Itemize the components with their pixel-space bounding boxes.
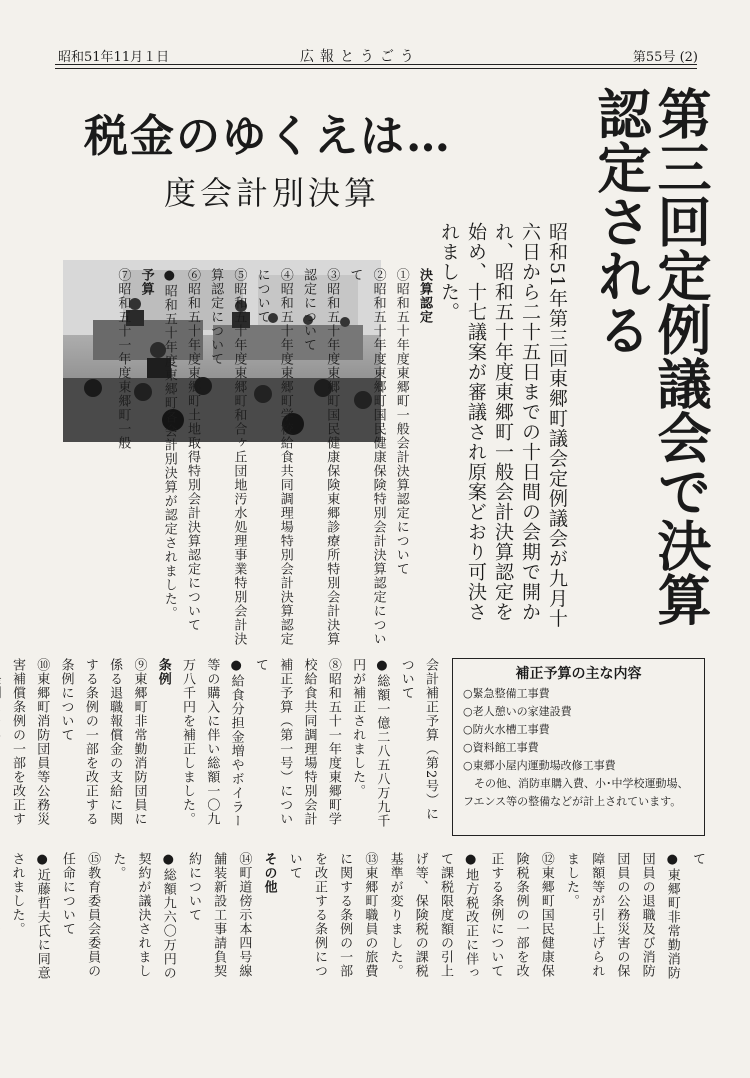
section-settlement (64, 268, 436, 646)
line: ⑫東郷町国民健康保険税条例の一部を改正する条例について (488, 852, 554, 978)
line: ●近藤哲夫氏に同意されました。 (9, 852, 50, 980)
page-title: 税金のゆくえは… (84, 111, 452, 162)
line: て (690, 852, 705, 866)
publication-name: 広報とうごう (300, 49, 420, 65)
headline: 第三回定例議会で決算認定される (589, 86, 712, 626)
line: ②昭和五十年度東郷町国民健康保険特別会計決算認定について (347, 268, 386, 646)
line: 決算認定 (417, 268, 432, 324)
supplementary-budget-box (452, 658, 705, 836)
line: 会計補正予算（第2号）について (398, 658, 438, 822)
line: ⑥昭和五十年度東郷町土地取得特別会計決算認定について (184, 268, 200, 632)
box-item: ○緊急整備工事費 (463, 687, 550, 700)
line: ⑩東郷町消防団員等公務災害補償条例の一部を改正す (9, 658, 50, 826)
box-title: 補正予算の主な内容 (515, 666, 642, 682)
line (0, 852, 4, 982)
line: 予算 (138, 268, 154, 296)
page-header (58, 40, 698, 65)
issue-date: 昭和51年11月１日 (58, 50, 170, 65)
line: 条例 (155, 658, 171, 686)
line: ⑨東郷町非常勤消防団員に係る退職報償金の支給に関する条例の一部を改正する条例について (58, 658, 147, 826)
line: ④昭和五十年度東郷町学校給食共同調理場特別会計決算認定について (254, 268, 293, 646)
issue-number: 第55号 (2) (632, 50, 698, 65)
line: ●総額一億二八五八万九千円が補正されました。 (350, 658, 390, 828)
line: ⑤昭和五十年度東郷町和合ヶ丘団地汚水処理事業特別会計決算認定について (208, 268, 247, 646)
line: その他 (261, 852, 277, 894)
line: ⑮教育委員会委員の任命について (59, 852, 101, 978)
line: ●東郷町非常勤消防団員の退職及び消防団員の公務災害の保障額等が引上げられました。 (563, 852, 680, 980)
box-item: ○防火水槽工事費 (463, 723, 550, 736)
line: ⑬東郷町職員の旅費に関する条例の一部を改正する条例について (286, 852, 378, 978)
line: ●給食分担金増やボイラー等の購入に伴い総額一〇九万八千円を補正しました。 (180, 658, 244, 828)
line: ●地方税改正に伴って課税限度額の引上げ等、保険税の課税基準が変りました。 (387, 852, 479, 980)
line: ③昭和五十年度東郷町国民健康保険東郷診療所特別会計決算認定について (300, 268, 340, 646)
line: ⑭町道傍示本四号線舗装新設工事請負契約について (185, 852, 252, 978)
section-budget-ordinance (9, 658, 442, 834)
box-items (463, 685, 699, 811)
box-item: ○東郷小屋内運動場改修工事費 (463, 759, 616, 772)
line: ⑧昭和五十一年度東郷町学校給食共同調理場特別会計補正予算（第一号）について (252, 658, 341, 826)
line: ●総額九六〇万円の契約が議決されました。 (110, 852, 176, 980)
section-other (9, 852, 710, 982)
box-item: ○老人憩いの家建設費 (463, 705, 572, 718)
lead-paragraph: 昭和51年第三回東郷町議会定例議会が九月十六日から二十五日までの十日間の会期で開かれ、昭和五十年度東郷町一般会計決算認定を始め、十七議案が審議され原案どおり可決されました。 (438, 222, 568, 629)
line: ①昭和五十年度東郷町一般会計決算認定について (393, 268, 409, 576)
box-item: その他、消防車購入費、小･中学校運動場、フエンス等の整備などが計上されています。 (463, 777, 689, 808)
header-rule-2 (55, 68, 697, 69)
line: ⑦昭和五十一年度東郷町一般 (115, 268, 131, 450)
header-rule (55, 64, 697, 65)
line: ●昭和五十年度東郷町各会計別決算が認定されました。 (161, 268, 177, 620)
page-subtitle: 度会計別決算 (164, 174, 381, 212)
box-item: ○資料館工事費 (463, 741, 539, 754)
